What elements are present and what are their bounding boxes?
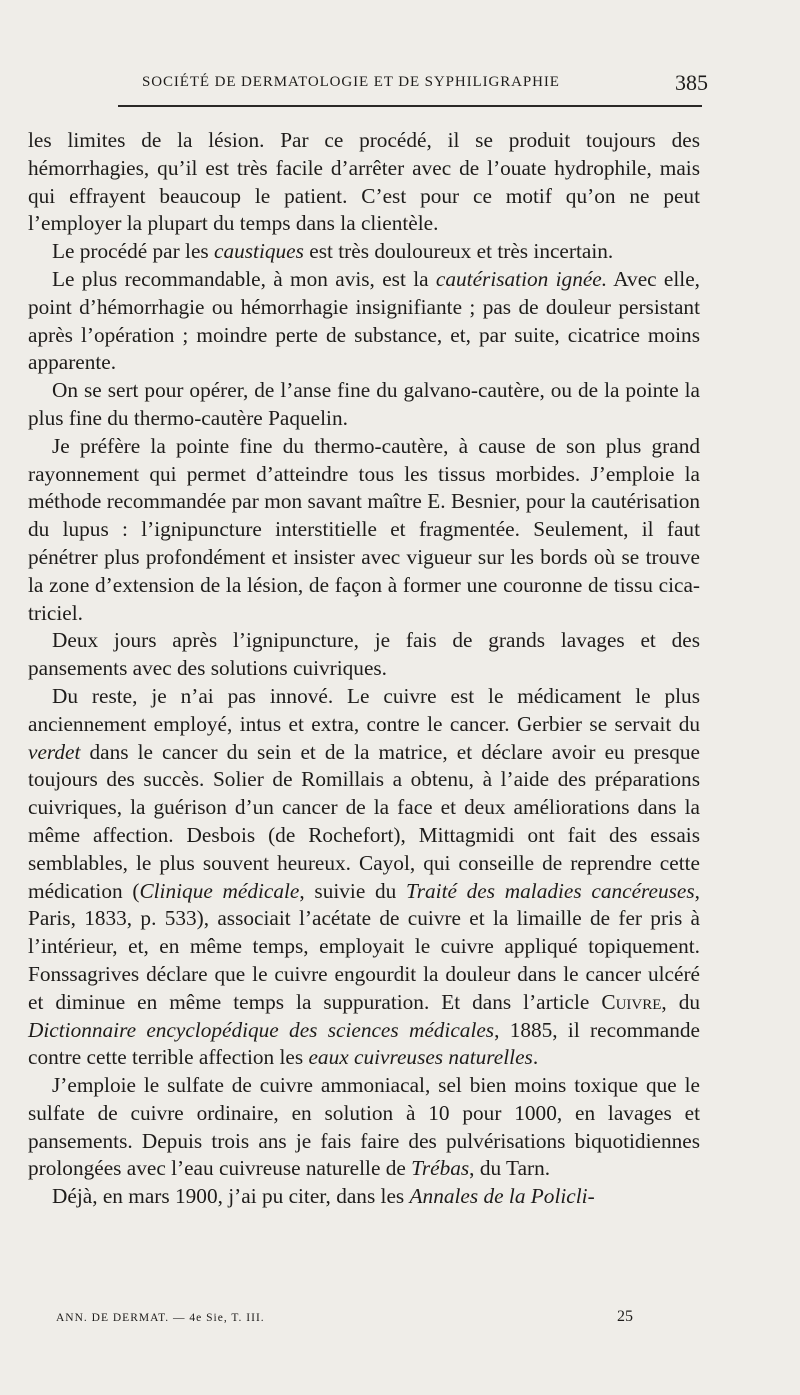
- paragraph: les limites de la lésion. Par ce procédé, il se produit toujours des hémorrhagies, qu’il est très facile d’arrêter avec de l’ouate hydrophile, mais qui effrayent beaucoup le patient. C’est pour ce motif qu’on ne peut l’employer la plupart du temps dans la clientèle.: [28, 128, 700, 236]
- paragraph: J’emploie le sulfate de cuivre ammoniacal, sel bien moins toxique que le sulfate de cuivre ordinaire, en solution à 10 pour 1000, en lavages et pansements. Depuis trois ans je fais faire des pulvérisations biquotidiennes prolongées avec l’eau cuivreuse naturelle de Trébas, du Tarn.: [28, 1073, 700, 1181]
- sheet-number: 25: [617, 1308, 633, 1325]
- body-text: [28, 127, 700, 1211]
- printer-signature: ANN. DE DERMAT. — 4e Sie, T. III.: [56, 1312, 265, 1324]
- paragraph: Du reste, je n’ai pas innové. Le cuivre est le médicament le plus anciennement employé, intus et extra, contre le cancer. Gerbier se servait du verdet dans le cancer du sein et de la matrice, et déclare avoir eu presque toujours des succès. Solier de Romillais a obtenu, à l’aide des préparations cuivriques, la guérison d’un cancer de la face et deux améliorations dans la même affection. Desbois (de Rochefort), Mittagmidi ont fait des essais semblables, le plus souvent heureux. Cayol, qui conseille de reprendre cette médication (Clinique médicale, suivie du Traité des maladies cancéreuses, Paris, 1833, p. 533), associait l’acétate de cuivre et la limaille de fer pris à l’intérieur, et, en même temps, employait le cuivre appliqué topiquement. Fonssagrives déclare que le cuivre engourdit la douleur dans le cancer ulcéré et diminue en même temps la suppuration. Et dans l’article Cuivre, du Dictionnaire encyclopédique des sciences médicales, 1885, il recommande contre cette terrible affection les eaux cuivreuses naturelles.: [28, 683, 701, 1070]
- running-title: SOCIÉTÉ DE DERMATOLOGIE ET DE SYPHILIGRAPHIE: [142, 74, 560, 90]
- page-header: [118, 70, 708, 98]
- page-number: 385: [675, 70, 708, 95]
- paragraph: On se sert pour opérer, de l’anse fine du galvano-cautère, ou de la pointe la plus fine du thermo-cautère Paquelin.: [28, 378, 700, 430]
- paragraph: Je préfère la pointe fine du thermo-cautère, à cause de son plus grand rayonnement qui permet d’atteindre tous les tissus morbides. J’emploie la méthode recommandée par mon savant maître E. Besnier, pour la cautérisation du lupus : l’ignipuncture interstitielle et fragmentée. Seulement, il faut pénétrer plus profondément et insister avec vigueur sur les bords où se trouve la zone d’extension de la lésion, de façon à former une couronne de tissu cicatriciel.: [28, 433, 700, 625]
- paragraph: Déjà, en mars 1900, j’ai pu citer, dans les Annales de la Policli-: [52, 1184, 595, 1209]
- paragraph: Deux jours après l’ignipuncture, je fais de grands lavages et des pansements avec des solutions cuivriques.: [28, 628, 700, 681]
- paragraph: Le plus recommandable, à mon avis, est la cautérisation ignée. Avec elle, point d’hémorrhagie ou hémorrhagie insignifiante ; pas de douleur persistant après l’opération ; moindre perte de substance, et, par suite, cicatrice moins apparente.: [28, 266, 700, 375]
- paragraph: Le procédé par les caustiques est très douloureux et très incertain.: [52, 239, 614, 264]
- header-rule: [118, 105, 702, 107]
